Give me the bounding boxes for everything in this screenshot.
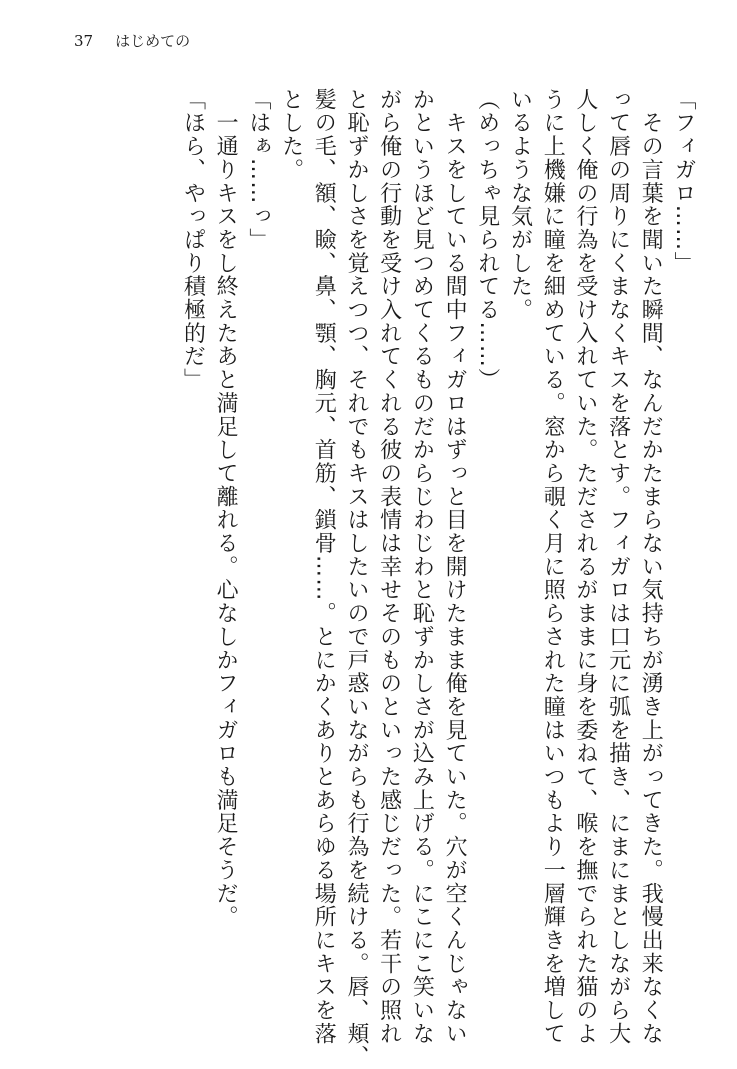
text-line: かというほど見つめてくるものだからじわじわと恥ずかしさが込み上げる。にこにこ笑いな xyxy=(409,88,435,1046)
page-number: 37 xyxy=(74,32,94,50)
text-line: と恥ずかしさを覚えつつ、それでもキスはしたいので戸惑いながらも行為を続ける。唇、頬、 xyxy=(343,88,369,1069)
text-line: その言葉を聞いた瞬間、なんだかたまらない気持ちが湧き上がってきた。我慢出来なくな xyxy=(638,88,664,1046)
text-line: キスをしている間中フィガロはずっと目を開けたまま俺を見ていた。穴が空くんじゃない xyxy=(442,88,468,1046)
text-line: 「はぁ……っ」 xyxy=(245,88,271,252)
text-line: 一通りキスをし終えたあと満足して離れる。心なしかフィガロも満足そうだ。 xyxy=(213,88,239,929)
text-line: って唇の周りにくまなくキスを落とす。フィガロは口元に弧を描き、にまにまとしながら大 xyxy=(605,88,631,1046)
body-text xyxy=(176,88,699,1069)
text-line: いるような気がした。 xyxy=(507,88,533,322)
text-line: 髪の毛、額、瞼、鼻、顎、胸元、首筋、鎖骨……。とにかくありとあらゆる場所にキスを落 xyxy=(311,88,337,1046)
text-line: がら俺の行動を受け入れてくれる彼の表情は幸せそのものといった感じだった。若干の照れ xyxy=(376,88,402,1046)
text-line: 「フィガロ……」 xyxy=(671,88,696,275)
text-line: 「ほら、やっぱり積極的だ」 xyxy=(180,88,206,392)
text-line: うに上機嫌に瞳を細めている。窓から覗く月に照らされた瞳はいつもより一層輝きを増して xyxy=(540,88,566,1046)
chapter-title: はじめての xyxy=(115,32,191,50)
text-line: （めっちゃ見られてる……） xyxy=(474,88,500,392)
text-line: とした。 xyxy=(278,88,304,182)
page-header xyxy=(74,30,190,51)
text-line: 人しく俺の行為を受け入れていた。ただされるがままに身を委ねて、喉を撫でられた猫のよ xyxy=(572,88,598,1046)
